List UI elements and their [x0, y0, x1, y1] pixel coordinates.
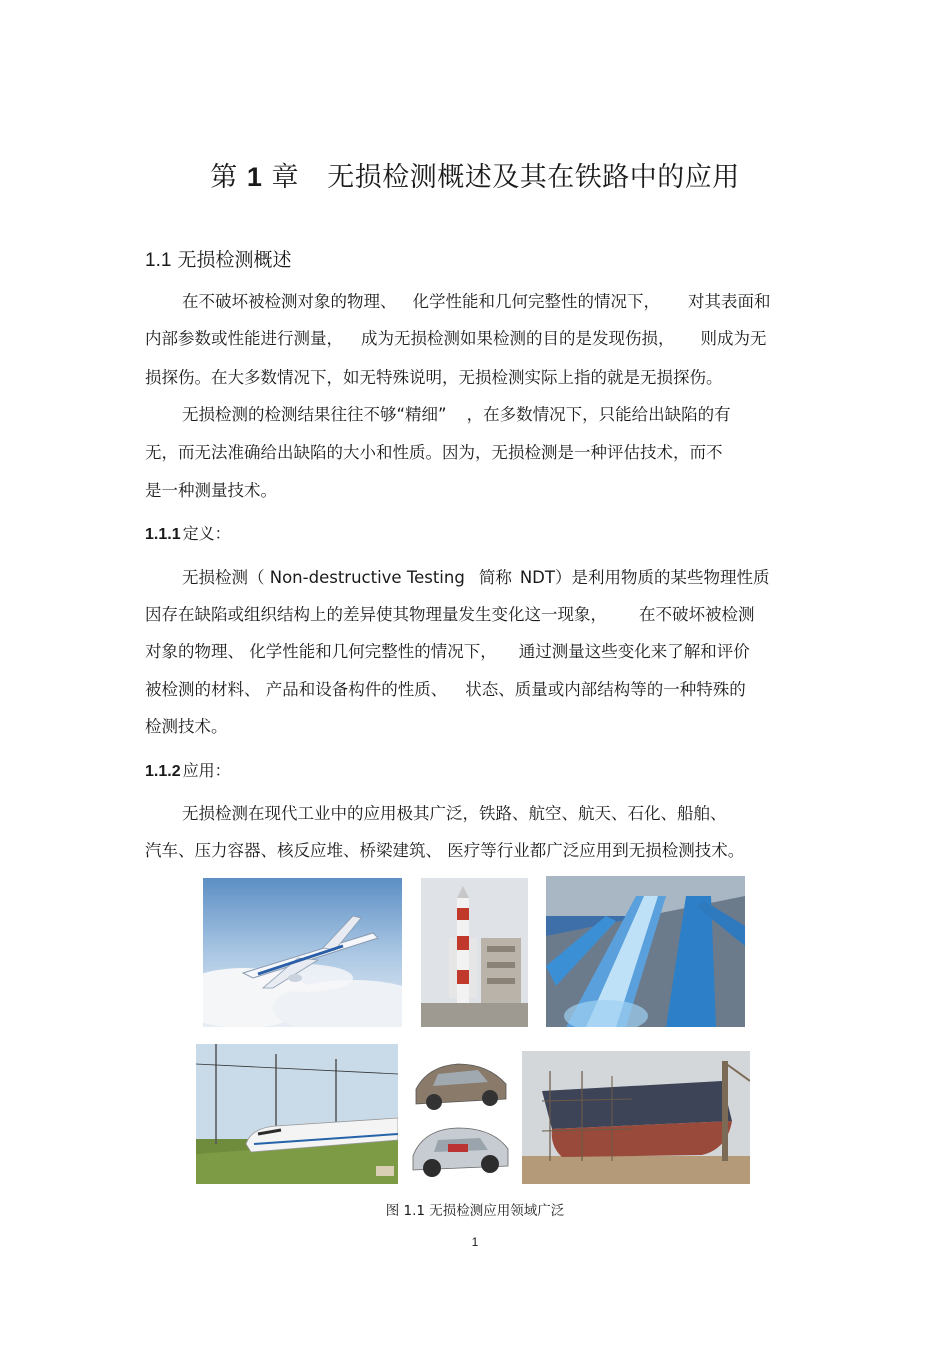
paragraph-line: 内部参数或性能进行测量， 成为无损检测如果检测的目的是发现伤损， 则成为无	[145, 329, 767, 348]
page-number: 1	[471, 1235, 479, 1249]
paragraph-line: 因存在缺陷或组织结构上的差异使其物理量发生变化这一现象， 在不破坏被检测	[145, 605, 755, 624]
rocket-image	[421, 878, 528, 1027]
section-heading-1-1-1: 1.1.1 定义：	[145, 524, 231, 543]
paragraph-line: 检测技术。	[145, 717, 228, 736]
section-heading-1-1-2: 1.1.2 应用：	[145, 761, 231, 780]
paragraph-line: 汽车、压力容器、核反应堆、桥梁建筑、 医疗等行业都广泛应用到无损检测技术。	[145, 841, 745, 860]
pipeline-image	[546, 876, 745, 1027]
ship-under-construction-image	[522, 1051, 750, 1184]
car-cutaway-image	[408, 1044, 514, 1184]
figure-caption: 图 1.1 无损检测应用领域广泛	[385, 1203, 565, 1219]
airplane-image	[203, 878, 402, 1027]
paragraph-line: 被检测的材料、 产品和设备构件的性质、 状态、质量或内部结构等的一种特殊的	[145, 680, 746, 699]
paragraph-line: 无，而无法准确给出缺陷的大小和性质。因为，无损检测是一种评估技术，而不	[145, 443, 723, 462]
paragraph-line: 损探伤。在大多数情况下，如无特殊说明，无损检测实际上指的就是无损探伤。	[145, 368, 723, 387]
paragraph-line: 无损检测在现代工业中的应用极其广泛，铁路、航空、航天、石化、船舶、	[182, 804, 727, 823]
chapter-title: 第 1 章 无损检测概述及其在铁路中的应用	[210, 162, 740, 193]
paragraph-line: 无损检测的检测结果往往不够“精细” ，在多数情况下，只能给出缺陷的有	[182, 405, 731, 424]
paragraph-line: 无损检测（ Non-destructive Testing 简称 NDT）是利用物质的某些物理性质	[182, 568, 770, 587]
paragraph-line: 是一种测量技术。	[145, 481, 277, 500]
high-speed-train-image	[196, 1044, 398, 1184]
paragraph-line: 在不破坏被检测对象的物理、 化学性能和几何完整性的情况下， 对其表面和	[182, 292, 771, 311]
section-heading-1-1: 1.1 无损检测概述	[145, 249, 292, 271]
paragraph-line: 对象的物理、 化学性能和几何完整性的情况下， 通过测量这些变化来了解和评价	[145, 642, 750, 661]
